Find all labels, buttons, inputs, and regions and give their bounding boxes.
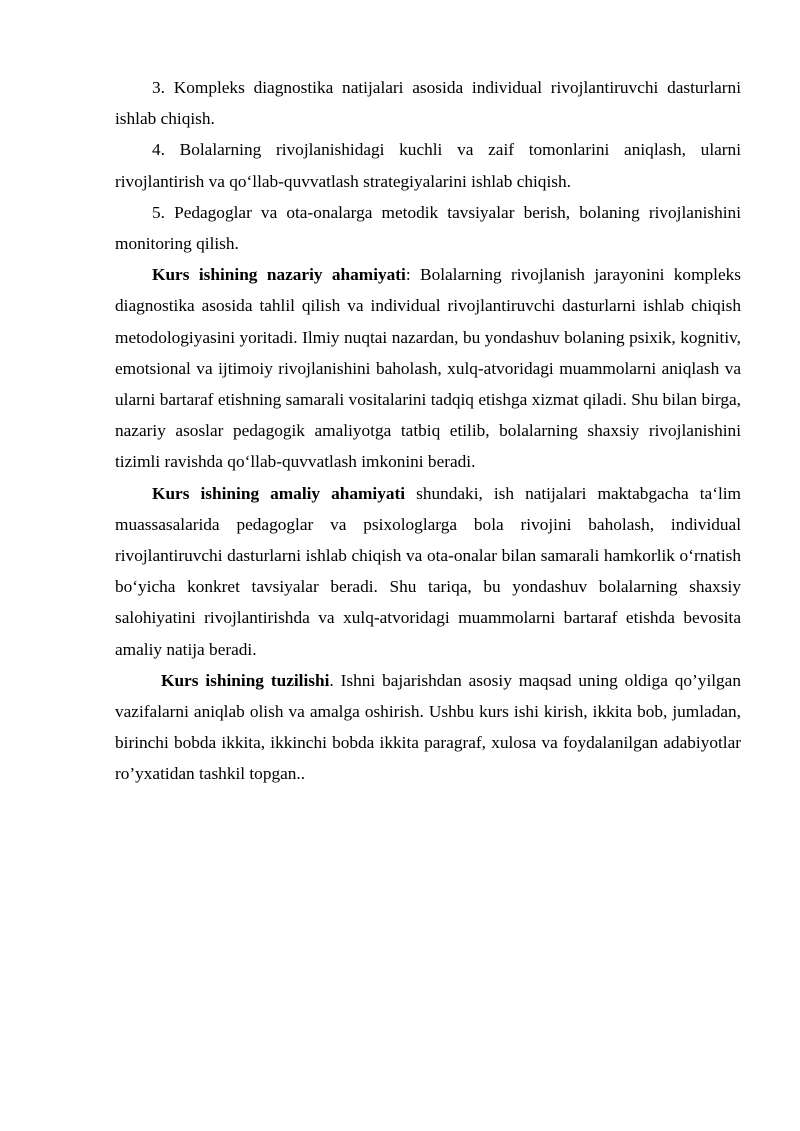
paragraph-theoretical-significance: [115, 259, 741, 477]
paragraph-heading: Kurs ishining amaliy ahamiyati: [152, 483, 406, 503]
paragraph-heading: Kurs ishining tuzilishi: [161, 670, 330, 690]
paragraph-practical-significance: [115, 478, 741, 665]
paragraph-task-3: [115, 72, 741, 134]
document-page: [115, 72, 741, 790]
paragraph-text: : Bolalarning rivojlanish jarayonini kompleks diagnostika asosida tahlil qilish va individual rivojlantiruvchi dasturlarni ishlab chiqish metodologiyasini yoritadi. Ilmiy nuqtai nazardan, bu yondashuv bolaning psixik, kognitiv, emotsional va ijtimoiy rivojlanishini baholash, xulq-atvoridagi muammolarni aniqlash va ularni bartaraf etishning samarali vositalarini tadqiq etishga xizmat qiladi. Shu bilan birga, nazariy asoslar pedagogik amaliyotga tatbiq etilib, bolalarning shaxsiy rivojlanishini tizimli ravishda qo‘llab-quvvatlash imkonini beradi.: [115, 265, 741, 472]
paragraph-task-5: [115, 197, 741, 259]
paragraph-structure: [115, 665, 741, 790]
paragraph-text: 5. Pedagoglar va ota-onalarga metodik tavsiyalar berish, bolaning rivojlanishini monitoring qilish.: [115, 202, 741, 254]
paragraph-text: 3. Kompleks diagnostika natijalari asosida individual rivojlantiruvchi dasturlarni ishlab chiqish.: [115, 78, 741, 129]
paragraph-text: shundaki, ish natijalari maktabgacha ta‘lim muassasalarida pedagoglar va psixologlarga bola rivojini baholash, individual rivojlantiruvchi dasturlarni ishlab chiqish va ota-onalar bilan samarali hamkorlik o‘rnatish bo‘yicha konkret tavsiyalar beradi. Shu tariqa, bu yondashuv bolalarning shaxsiy salohiyatini rivojlantirishda va xulq-atvoridagi muammolarni bartaraf etishda bevosita amaliy natija beradi.: [115, 483, 741, 659]
paragraph-text: . Ishni bajarishdan asosiy maqsad uning oldiga qo’yilgan vazifalarni aniqlab olish va amalga oshirish. Ushbu kurs ishi kirish, ikkita bob, jumladan, birinchi bobda ikkita, ikkinchi bobda ikkita paragraf, xulosa va foydalanilgan adabiyotlar ro’yxatidan tashkil topgan..: [115, 670, 741, 784]
paragraph-text: 4. Bolalarning rivojlanishidagi kuchli va zaif tomonlarini aniqlash, ularni rivojlantirish va qo‘llab-quvvatlash strategiyalarini ishlab chiqish.: [115, 140, 741, 191]
paragraph-heading: Kurs ishining nazariy ahamiyati: [152, 265, 406, 285]
paragraph-task-4: [115, 134, 741, 196]
